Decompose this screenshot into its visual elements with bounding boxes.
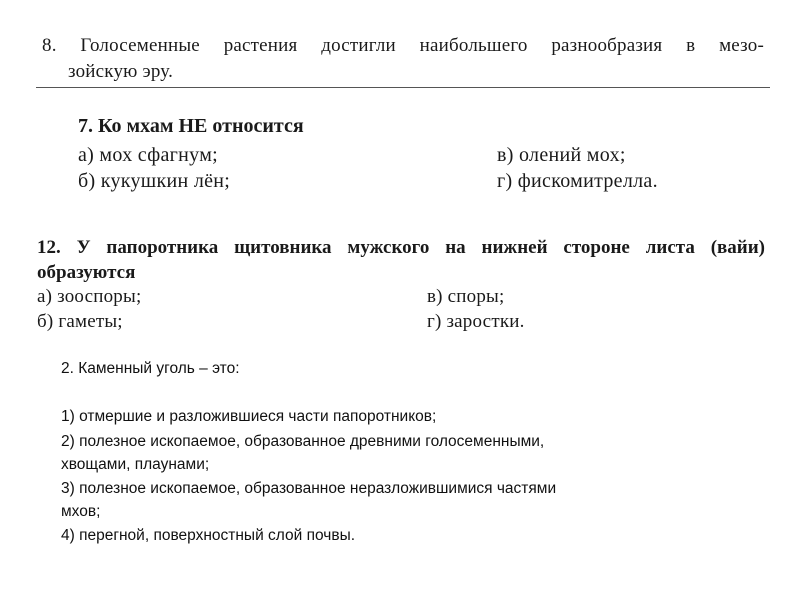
question-7-option-d: г) фискомитрелла. (497, 170, 658, 192)
question-2-option-2-line-2: хвощами, плаунами; (61, 456, 210, 473)
question-8-line-2: зойскую эру. (68, 61, 174, 82)
question-2-title: 2. Каменный уголь – это: (61, 360, 240, 377)
question-7-option-b: б) кукушкин лён; (78, 170, 231, 192)
question-8-line-1: 8. Голосеменные растения достигли наибольшего разнообразия в мезо- (42, 35, 764, 56)
question-2-option-3-line-1: 3) полезное ископаемое, образованное неразложившимися частями (61, 480, 557, 497)
question-12-option-b: б) гаметы; (37, 311, 123, 332)
question-12-option-a: а) зооспоры; (37, 286, 142, 307)
question-7-title: 7. Ко мхам НЕ относится (78, 115, 304, 137)
question-7-option-c: в) олений мох; (497, 144, 626, 166)
question-2-option-4: 4) перегной, поверхностный слой почвы. (61, 527, 356, 544)
question-2-option-3-line-2: мхов; (61, 503, 101, 520)
question-2-option-1: 1) отмершие и разложившиеся части папоротников; (61, 408, 437, 425)
question-12-option-c: в) споры; (427, 286, 505, 307)
question-2-option-2-line-1: 2) полезное ископаемое, образованное древними голосеменными, (61, 433, 545, 450)
horizontal-divider (36, 87, 770, 88)
question-12-title-line-1: 12. У папоротника щитовника мужского на нижней стороне листа (вайи) (37, 237, 765, 258)
question-7-option-a: а) мох сфагнум; (78, 144, 219, 166)
question-12-option-d: г) заростки. (427, 311, 525, 332)
question-12-title-line-2: образуются (37, 262, 136, 283)
